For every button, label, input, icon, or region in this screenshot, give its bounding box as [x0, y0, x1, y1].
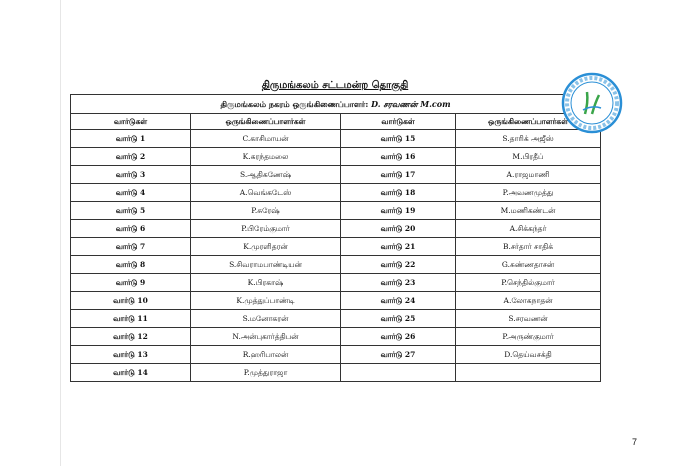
cell-coordinator-2: M.மணிகண்டன் — [456, 202, 601, 220]
cell-coordinator-2: P.செந்தில்குமார் — [456, 274, 601, 292]
cell-ward-1: வார்டு 6 — [71, 220, 191, 238]
table-row — [71, 328, 601, 346]
cell-ward-1: வார்டு 4 — [71, 184, 191, 202]
cell-ward-2: வார்டு 27 — [341, 346, 456, 364]
cell-coordinator-2: A.சிக்கந்தர் — [456, 220, 601, 238]
cell-coordinator-1: S.சிவராமபாண்டியன் — [191, 256, 341, 274]
cell-ward-2: வார்டு 21 — [341, 238, 456, 256]
cell-ward-1: வார்டு 13 — [71, 346, 191, 364]
cell-coordinator-2: D.தெய்வசக்தி — [456, 346, 601, 364]
cell-ward-2: வார்டு 17 — [341, 166, 456, 184]
cell-coordinator-1: S.ஆதிகணேஷ் — [191, 166, 341, 184]
header-row — [71, 114, 601, 130]
cell-coordinator-1: A.வெங்கடேஸ் — [191, 184, 341, 202]
cell-ward-1: வார்டு 2 — [71, 148, 191, 166]
table-row — [71, 184, 601, 202]
cell-ward-2: வார்டு 16 — [341, 148, 456, 166]
table-row — [71, 148, 601, 166]
col-header-wards-1: வார்டுகள் — [71, 114, 191, 130]
col-header-coordinators-2: ஒருங்கிணைப்பாளர்கள் — [456, 114, 601, 130]
cell-ward-1: வார்டு 8 — [71, 256, 191, 274]
cell-coordinator-1: S.மனோகரன் — [191, 310, 341, 328]
banner-text: திருமங்கலம் நகரம் ஒருங்கிணைப்பாளர்: — [220, 98, 369, 109]
cell-coordinator-2: P.அருண்குமார் — [456, 328, 601, 346]
cell-coordinator-2: S.தாரிக் அஜீஸ் — [456, 130, 601, 148]
cell-ward-2: வார்டு 26 — [341, 328, 456, 346]
table-row — [71, 346, 601, 364]
cell-coordinator-2: S.சரவணன் — [456, 310, 601, 328]
cell-ward-2: வார்டு 24 — [341, 292, 456, 310]
cell-coordinator-2 — [456, 364, 601, 382]
table-row — [71, 130, 601, 148]
cell-ward-1: வார்டு 10 — [71, 292, 191, 310]
cell-coordinator-2: B.சர்தார் சாதிக் — [456, 238, 601, 256]
cell-ward-1: வார்டு 12 — [71, 328, 191, 346]
cell-ward-2: வார்டு 22 — [341, 256, 456, 274]
cell-ward-2: வார்டு 23 — [341, 274, 456, 292]
cell-ward-2 — [341, 364, 456, 382]
cell-ward-1: வார்டு 1 — [71, 130, 191, 148]
page-edge — [60, 0, 61, 466]
cell-ward-2: வார்டு 18 — [341, 184, 456, 202]
cell-coordinator-2: A.ராஜமாணி — [456, 166, 601, 184]
cell-ward-2: வார்டு 20 — [341, 220, 456, 238]
cell-ward-1: வார்டு 9 — [71, 274, 191, 292]
cell-coordinator-1: K.முரளிதரன் — [191, 238, 341, 256]
table-row — [71, 274, 601, 292]
cell-ward-1: வார்டு 14 — [71, 364, 191, 382]
table-row — [71, 292, 601, 310]
cell-ward-1: வார்டு 7 — [71, 238, 191, 256]
cell-ward-2: வார்டு 25 — [341, 310, 456, 328]
cell-coordinator-2: P.அவணமுத்து — [456, 184, 601, 202]
cell-coordinator-2: G.சுண்ணதாசன் — [456, 256, 601, 274]
page-number: 7 — [632, 437, 638, 447]
page-heading: திருமங்கலம் சட்டமன்ற தொகுதி — [261, 80, 409, 91]
cell-ward-1: வார்டு 3 — [71, 166, 191, 184]
cell-ward-2: வார்டு 15 — [341, 130, 456, 148]
table-row — [71, 238, 601, 256]
cell-coordinator-1: K.கரந்தமலை — [191, 148, 341, 166]
cell-coordinator-1: P.பிரேம்குமார் — [191, 220, 341, 238]
cell-ward-2: வார்டு 19 — [341, 202, 456, 220]
cell-coordinator-1: N.அன்புகார்த்திபன் — [191, 328, 341, 346]
cell-ward-1: வார்டு 11 — [71, 310, 191, 328]
banner-name: D. சரவணன் M.com — [371, 98, 451, 109]
party-seal-icon — [561, 72, 623, 134]
table-row — [71, 256, 601, 274]
table-row — [71, 166, 601, 184]
col-header-coordinators-1: ஒருங்கிணைப்பாளர்கள் — [191, 114, 341, 130]
banner-cell — [71, 95, 601, 114]
cell-coordinator-2: A.லோகநாதன் — [456, 292, 601, 310]
cell-coordinator-1: K.பிரகாஷ் — [191, 274, 341, 292]
ward-coordinators-table — [70, 94, 601, 382]
cell-coordinator-1: R.ஹரிபாலன் — [191, 346, 341, 364]
table-row — [71, 220, 601, 238]
table-row — [71, 202, 601, 220]
cell-coordinator-1: C.காசிமாயன் — [191, 130, 341, 148]
cell-coordinator-1: P.சுரேஷ் — [191, 202, 341, 220]
cell-coordinator-1: K.முத்துப்பாண்டி — [191, 292, 341, 310]
col-header-wards-2: வார்டுகள் — [341, 114, 456, 130]
table-row — [71, 364, 601, 382]
cell-coordinator-2: M.பிரதீப் — [456, 148, 601, 166]
banner-row — [71, 95, 601, 114]
table-row — [71, 310, 601, 328]
cell-ward-1: வார்டு 5 — [71, 202, 191, 220]
cell-coordinator-1: P.முத்துராஜா — [191, 364, 341, 382]
